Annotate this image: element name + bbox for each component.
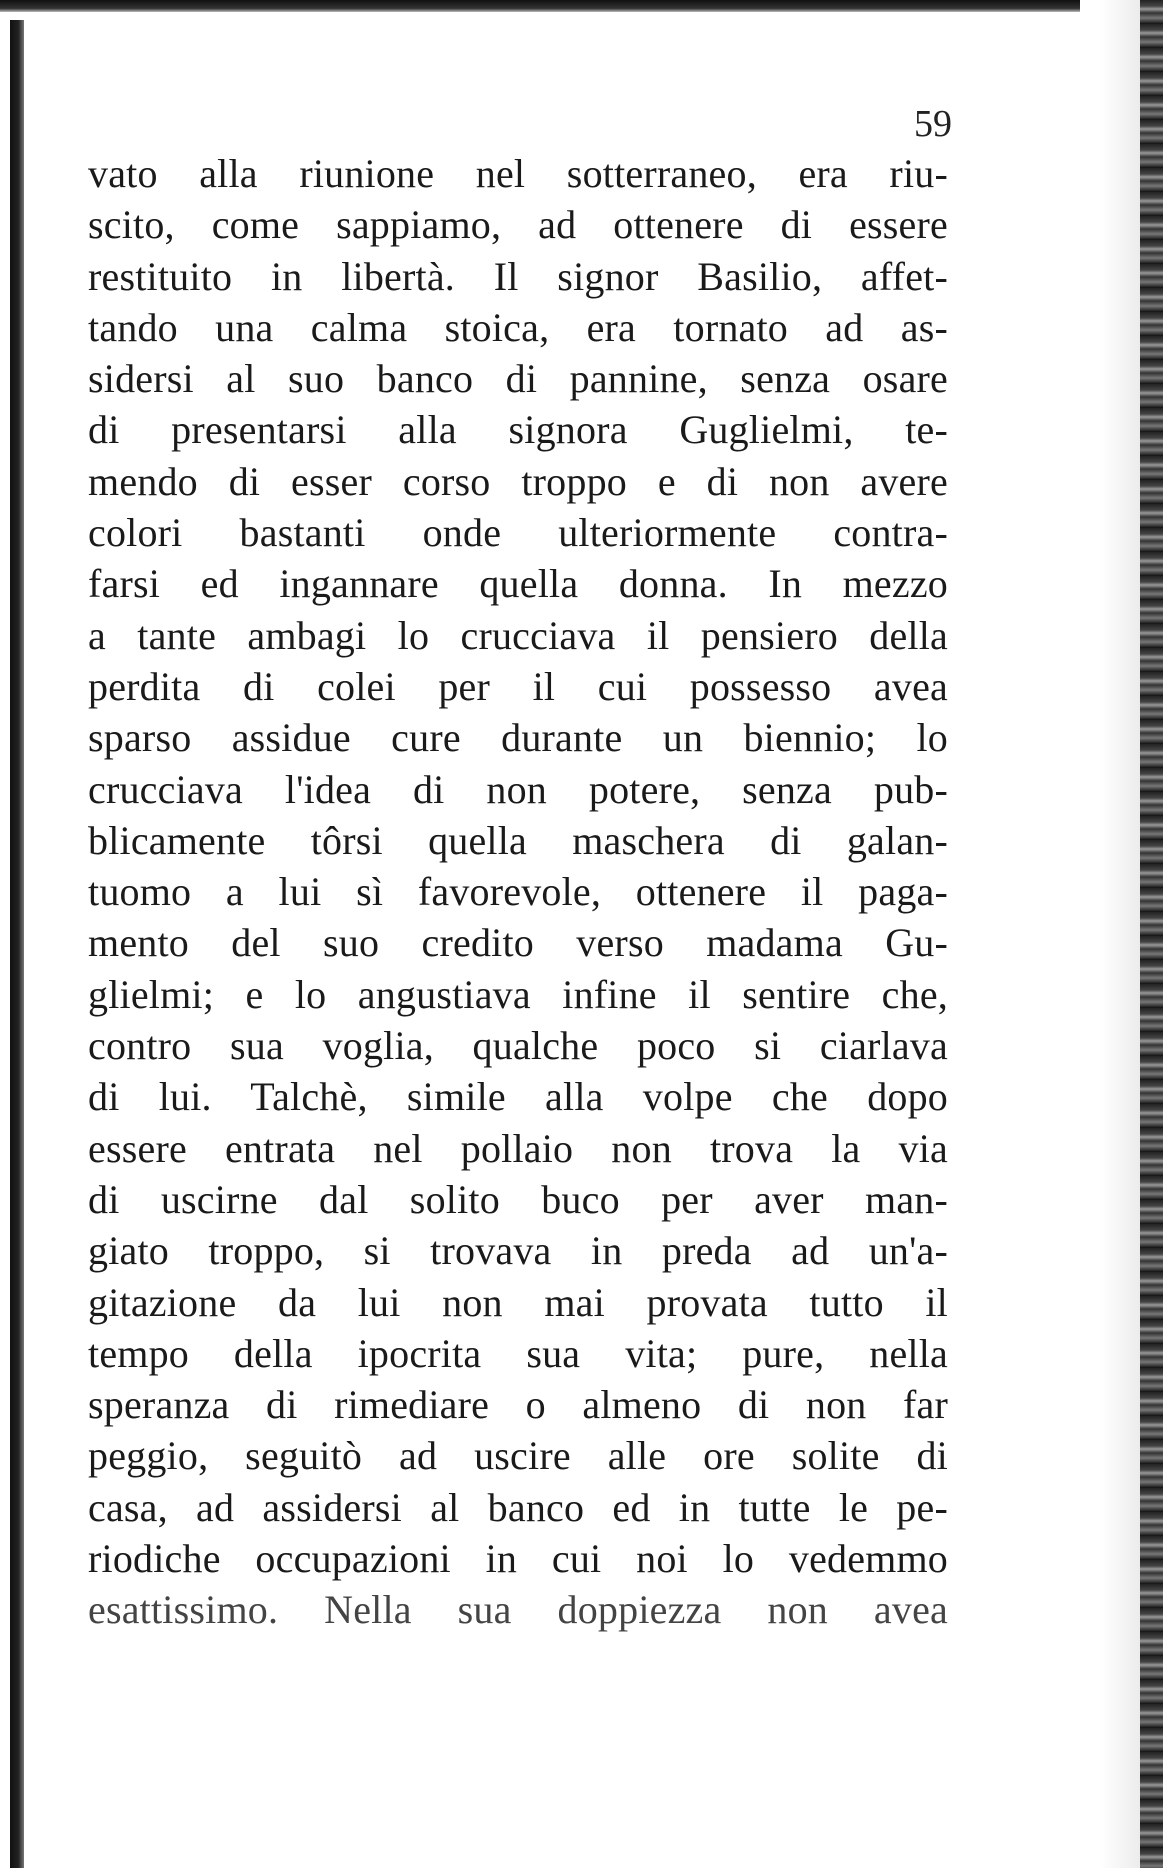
text-line: glielmi; e lo angustiava infine il sentire che, [88,971,948,1017]
text-line: restituito in libertà. Il signor Basilio, affet- [88,253,948,299]
text-line: riodiche occupazioni in cui noi lo vedemmo [88,1536,948,1582]
text-line: tuomo a lui sì favorevole, ottenere il paga- [88,869,948,915]
text-line: a tante ambagi lo crucciava il pensiero della [88,612,948,658]
scan-top-edge [0,0,1080,12]
text-line: casa, ad assidersi al banco ed in tutte le pe- [88,1484,948,1530]
text-line: vato alla riunione nel sotterraneo, era riu- [88,151,948,196]
text-line: di lui. Talchè, simile alla volpe che dopo [88,1074,948,1120]
scan-right-shadow [1100,0,1140,1868]
text-line: mendo di esser corso troppo e di non avere [88,458,948,504]
text-line: tempo della ipocrita sua vita; pure, nella [88,1330,948,1376]
text-line: esattissimo. Nella sua doppiezza non avea [88,1587,948,1633]
text-line: mento del suo credito verso madama Gu- [88,920,948,966]
text-line: giato troppo, si trovava in preda ad un'a- [88,1228,948,1274]
text-line: tando una calma stoica, era tornato ad as- [88,304,948,350]
text-line: speranza di rimediare o almeno di non far [88,1382,948,1428]
text-line: scito, come sappiamo, ad ottenere di essere [88,202,948,248]
text-line: peggio, seguitò ad uscire alle ore solite di [88,1433,948,1479]
text-line: di uscirne dal solito buco per aver man- [88,1176,948,1222]
text-line: colori bastanti onde ulteriormente contra- [88,510,948,556]
text-line: farsi ed ingannare quella donna. In mezzo [88,561,948,607]
text-line: sidersi al suo banco di pannine, senza osare [88,356,948,402]
text-line: crucciava l'idea di non potere, senza pub- [88,766,948,812]
text-line: gitazione da lui non mai provata tutto il [88,1279,948,1325]
text-line: perdita di colei per il cui possesso avea [88,663,948,709]
text-line: essere entrata nel pollaio non trova la via [88,1125,948,1171]
page-number: 59 [914,103,952,145]
text-line: blicamente tôrsi quella maschera di galan- [88,817,948,863]
scan-right-edge [1140,0,1163,1868]
text-line: sparso assidue cure durante un biennio; lo [88,715,948,761]
body-text [88,148,948,1636]
text-line: di presentarsi alla signora Guglielmi, te- [88,407,948,453]
text-line: contro sua voglia, qualche poco si ciarlava [88,1023,948,1069]
scan-left-edge [10,20,24,1868]
